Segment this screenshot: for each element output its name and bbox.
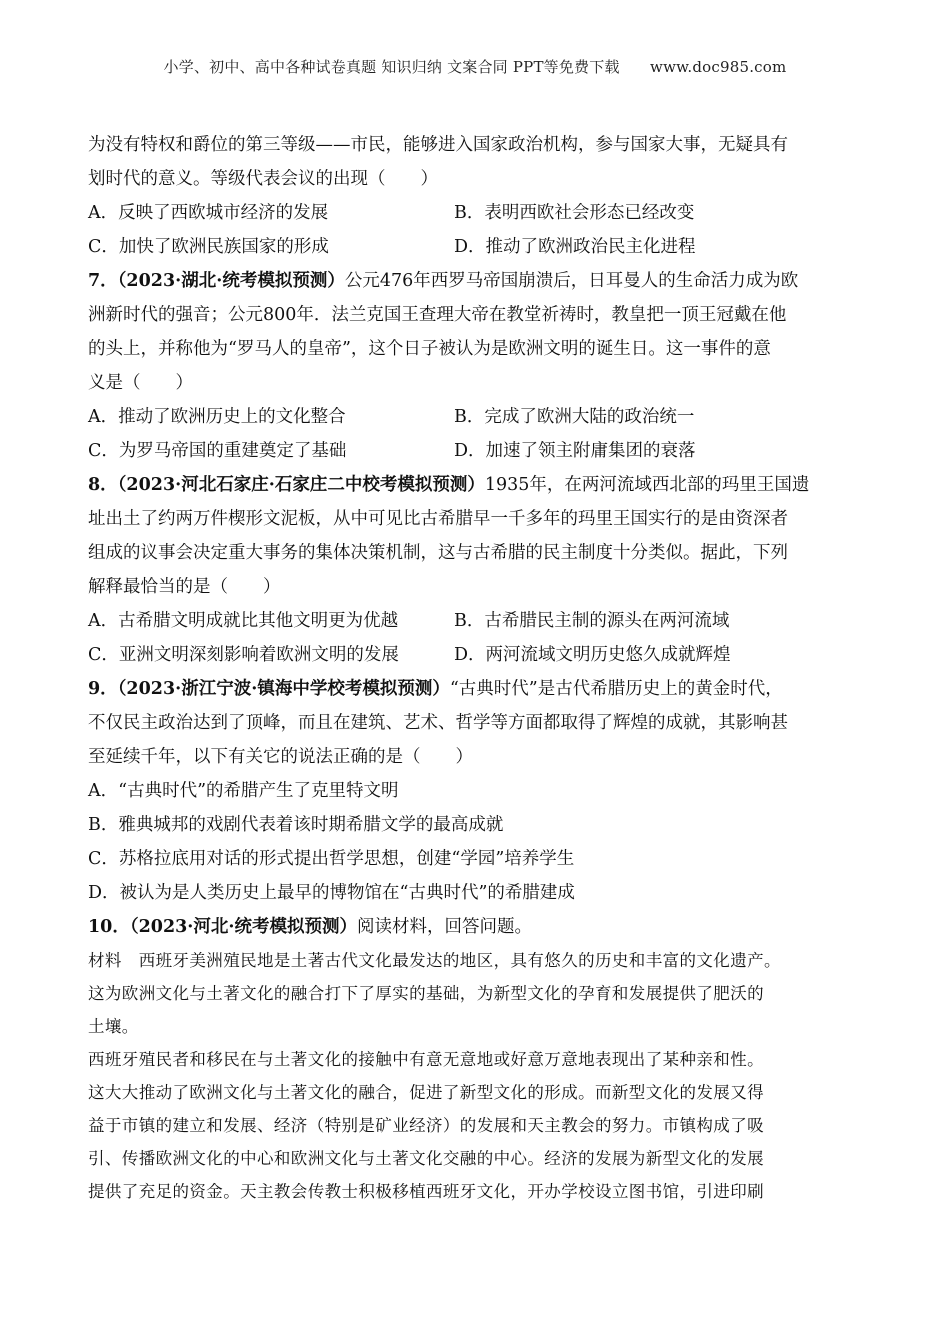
question-stem-line: 至延续千年，以下有关它的说法正确的是（ ） [88,747,473,767]
option-row [88,196,868,230]
question-stem-text: 1935年，在两河流域西北部的玛里王国遗 [484,475,810,495]
option-row [88,638,868,672]
question-stem-line: 解释最恰当的是（ ） [88,577,281,597]
material-line: 引、传播欧洲文化的中心和欧洲文化与土著文化交融的中心。经济的发展为新型文化的发展 [88,1149,764,1168]
page-header: 小学、初中、高中各种试卷真题 知识归纳 文案合同 PPT等免费下载 www.doc985.com [163,58,787,76]
option-a: A．推动了欧洲历史上的文化整合 [88,407,346,427]
option-c: C．亚洲文明深刻影响着欧洲文明的发展 [88,645,399,665]
question-6 [88,128,868,264]
material-line: 这大大推动了欧洲文化与土著文化的融合，促进了新型文化的形成。而新型文化的发展又得 [88,1083,764,1102]
question-stem-line [88,910,868,944]
material-line: 材料 西班牙美洲殖民地是土著古代文化最发达的地区，具有悠久的历史和丰富的文化遗产。 [88,951,781,970]
question-stem-text: 阅读材料，回答问题。 [357,917,532,937]
option-a: A．反映了西欧城市经济的发展 [88,203,329,223]
material-line: 益于市镇的建立和发展、经济（特别是矿业经济）的发展和天主教会的努力。市镇构成了吸 [88,1116,764,1135]
question-stem-line: 划时代的意义。等级代表会议的出现（ ） [88,169,438,189]
exam-content [88,128,868,1208]
material-line: 西班牙殖民者和移民在与土著文化的接触中有意无意地或好意万意地表现出了某种亲和性。 [88,1050,764,1069]
question-stem-line: 不仅民主政治达到了顶峰，而且在建筑、艺术、哲学等方面都取得了辉煌的成就，其影响甚 [88,713,788,733]
option-a: A．古希腊文明成就比其他文明更为优越 [88,611,399,631]
question-stem-line: 的头上，并称他为“罗马人的皇帝”，这个日子被认为是欧洲文明的诞生日。这一事件的意 [88,339,771,359]
option-b: B．雅典城邦的戏剧代表着该时期希腊文学的最高成就 [88,815,504,835]
question-stem-line: 组成的议事会决定重大事务的集体决策机制，这与古希腊的民主制度十分类似。据此，下列 [88,543,788,563]
option-d: D．两河流域文明历史悠久成就辉煌 [454,645,731,665]
material-line: 提供了充足的资金。天主教会传教士积极移植西班牙文化，开办学校设立图书馆，引进印刷 [88,1182,764,1201]
question-source: 9．（2023·浙江宁波·镇海中学校考模拟预测） [88,679,450,699]
question-stem-line: 为没有特权和爵位的第三等级——市民，能够进入国家政治机构，参与国家大事，无疑具有 [88,135,788,155]
option-b: B．完成了欧洲大陆的政治统一 [454,407,695,427]
option-a: A．“古典时代”的希腊产生了克里特文明 [88,781,399,801]
question-source: 8．（2023·河北石家庄·石家庄二中校考模拟预测） [88,475,485,495]
option-row [88,400,868,434]
option-c: C．苏格拉底用对话的形式提出哲学思想，创建“学园”培养学生 [88,849,575,869]
option-d: D．加速了领主附庸集团的衰落 [454,441,696,461]
option-b: B．古希腊民主制的源头在两河流域 [454,611,730,631]
option-row [88,230,868,264]
option-row [88,604,868,638]
question-stem-line [88,672,868,706]
option-c: C．加快了欧洲民族国家的形成 [88,237,329,257]
question-stem-text: 公元476年西罗马帝国崩溃后，日耳曼人的生命活力成为欧 [344,271,799,291]
material-line: 这为欧洲文化与土著文化的融合打下了厚实的基础，为新型文化的孕育和发展提供了肥沃的 [88,984,764,1003]
option-b: B．表明西欧社会形态已经改变 [454,203,695,223]
question-stem-line: 义是（ ） [88,373,193,393]
question-8 [88,468,868,672]
option-d: D．被认为是人类历史上最早的博物馆在“古典时代”的希腊建成 [88,883,575,903]
question-stem-line [88,468,868,502]
question-stem-line: 址出土了约两万件楔形文泥板，从中可见比古希腊早一千多年的玛里王国实行的是由资深者 [88,509,788,529]
option-row [88,434,868,468]
question-10 [88,910,868,1208]
question-7 [88,264,868,468]
option-c: C．为罗马帝国的重建奠定了基础 [88,441,347,461]
question-source: 10．（2023·河北·统考模拟预测） [88,917,357,937]
question-stem-line: 洲新时代的强音；公元800年．法兰克国王查理大帝在教堂祈祷时，教皇把一顶王冠戴在他 [88,305,787,325]
question-stem-line [88,264,868,298]
question-stem-text: “古典时代”是古代希腊历史上的黄金时代， [449,679,783,699]
material-line: 土壤。 [88,1017,139,1036]
question-9 [88,672,868,910]
question-source: 7．（2023·湖北·统考模拟预测） [88,271,345,291]
option-d: D．推动了欧洲政治民主化进程 [454,237,696,257]
